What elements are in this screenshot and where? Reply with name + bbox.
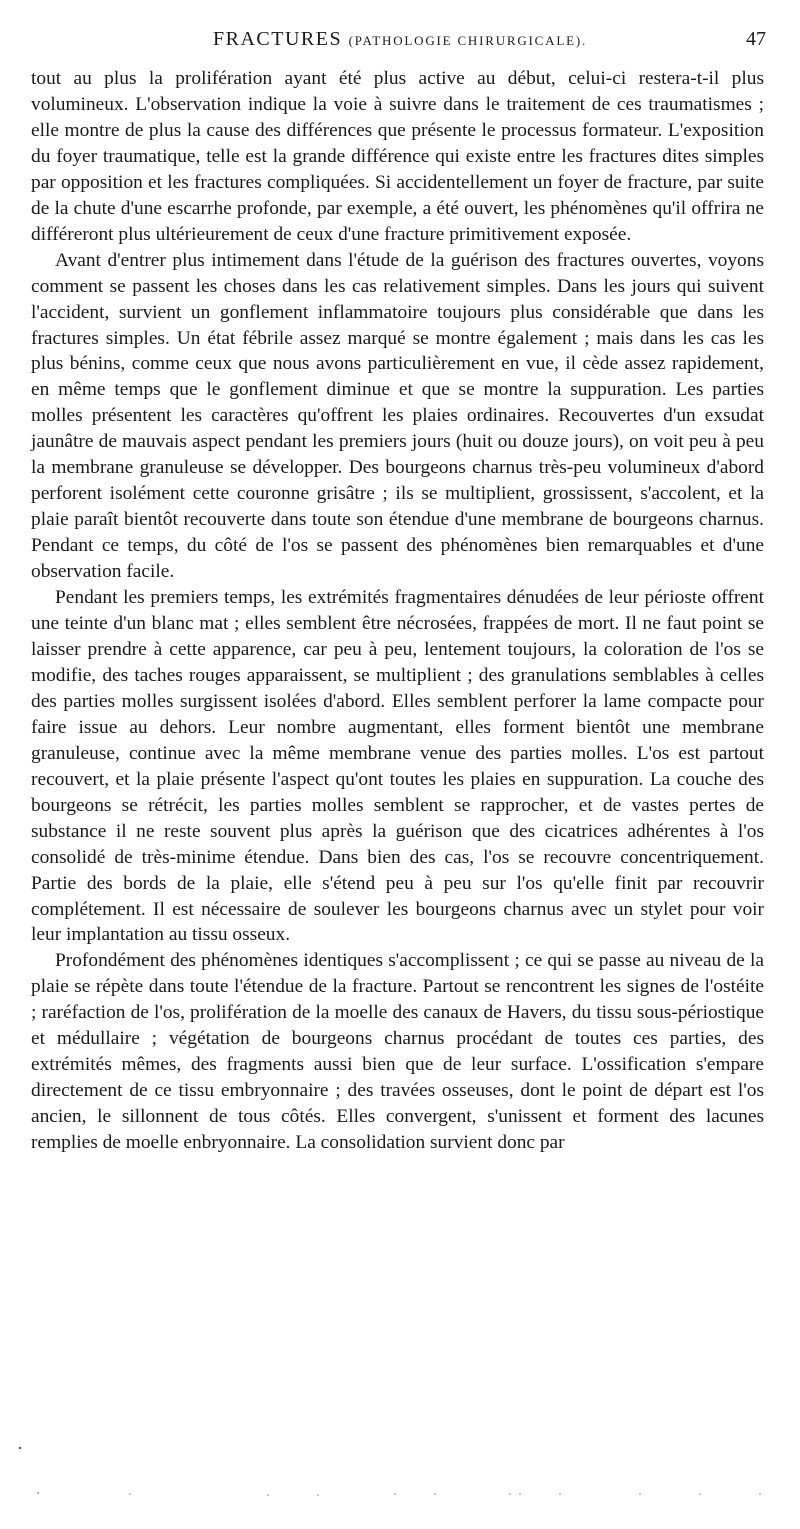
paragraph-3: Pendant les premiers temps, les extrémités fragmentaires dénudées de leur périoste offrent une teinte d'un blanc mat ; elles semblent être nécrosées, frappées de mort. Il ne faut point se laisser prendre à cette apparence, car peu à peu, lentement toujours, la coloration de l'os se modifie, des taches rouges apparaissent, se multiplient ; des granulations semblables à celles des parties molles surgissent isolées d'abord. Elles semblent perforer la lame compacte pour faire issue au dehors. Leur nombre augmentant, elles forment bientôt une membrane granuleuse, continue avec la même membrane venue des parties molles. L'os est partout recouvert, et la plaie présente l'aspect qu'ont toutes les plaies en suppuration. La couche des bourgeons se rétrécit, les parties molles semblent se rapprocher, et de vastes pertes de substance il ne reste souvent plus après la guérison que des cicatrices adhérentes à l'os consolidé de très-minime étendue. Dans bien des cas, l'os se recouvre concentriquement. Partie des bords de la plaie, elle s'étend peu à peu sur l'os qu'elle finit par recouvrir complétement. Il est nécessaire de soulever les bourgeons charnus avec un stylet pour voir leur implantation au tissu osseux.: [31, 587, 764, 946]
running-head: [30, 28, 770, 58]
page-number: 47: [746, 28, 766, 50]
scan-speck: [317, 1494, 319, 1496]
scan-speck: [509, 1493, 511, 1495]
scan-speck: [394, 1493, 396, 1495]
scan-speck: [19, 1447, 21, 1449]
scan-speck: [129, 1493, 131, 1495]
paragraph-2: Avant d'entrer plus intimement dans l'étude de la guérison des fractures ouvertes, voyons comment se passent les choses dans les cas relativement simples. Dans les jours qui suivent l'accident, survient un gonflement inflammatoire toujours plus considérable que dans les fractures simples. Un état fébrile assez marqué se montre également ; mais dans les cas les plus bénins, comme ceux que nous avons particulièrement en vue, il cède assez rapidement, en même temps que le gonflement diminue et que se montre la suppuration. Les parties molles présentent les caractères qu'offrent les plaies ordinaires. Recouvertes d'un exsudat jaunâtre de mauvais aspect pendant les premiers jours (huit ou douze jours), on voit peu à peu la membrane granuleuse se développer. Des bourgeons charnus très-peu volumineux d'abord perforent isolément cette couronne grisâtre ; ils se multiplient, grossissent, s'accolent, et la plaie paraît bientôt recouverte dans toute son étendue d'une membrane de bourgeons charnus. Pendant ce temps, du côté de l'os se passent des phénomènes bien remarquables et d'une observation facile.: [31, 249, 764, 583]
scan-speck: [519, 1493, 521, 1495]
body-text: [31, 66, 764, 1156]
scan-speck: [559, 1493, 561, 1495]
scan-speck: [37, 1492, 39, 1494]
scan-speck: [699, 1493, 701, 1495]
paragraph-4: Profondément des phénomènes identiques s'accomplissent ; ce qui se passe au niveau de la plaie se répète dans toute l'étendue de la fracture. Partout se rencontrent les signes de l'ostéite ; raréfaction de l'os, prolifération de la moelle des canaux de Havers, du tissu sous-périostique et médullaire ; végétation de bourgeons charnus procédant de toutes ces parties, des extrémités mêmes, des fragments aussi bien que de leur surface. L'ossification s'empare directement de ce tissu embryonnaire ; des travées osseuses, dont le point de départ est l'os ancien, le sillonnent de tous côtés. Elles convergent, s'unissent et forment des lacunes remplies de moelle enbryonnaire. La consolidation survient donc par: [31, 950, 764, 1154]
scan-speck: [267, 1494, 269, 1496]
running-head-title-sub: (PATHOLOGIE CHIRURGICALE).: [348, 33, 588, 48]
scan-speck: [434, 1493, 436, 1495]
running-head-title-main: FRACTURES: [212, 28, 343, 50]
running-head-title: [30, 28, 770, 51]
scan-speck: [639, 1493, 641, 1495]
scan-speck: [759, 1493, 761, 1495]
paragraph-1: tout au plus la prolifération ayant été plus active au début, celui-ci restera-t-il plus volumineux. L'observation indique la voie à suivre dans le traitement de ces traumatismes ; elle montre de plus la cause des différences que présente le processus formateur. L'exposition du foyer traumatique, telle est la grande différence qui existe entre les fractures dites simples par opposition et les fractures compliquées. Si accidentellement un foyer de fracture, par suite de la chute d'une escarrhe profonde, par exemple, a été ouvert, les phénomènes qu'il offrira ne différeront plus ultérieurement de ceux d'une fracture primitivement exposée.: [31, 68, 764, 245]
